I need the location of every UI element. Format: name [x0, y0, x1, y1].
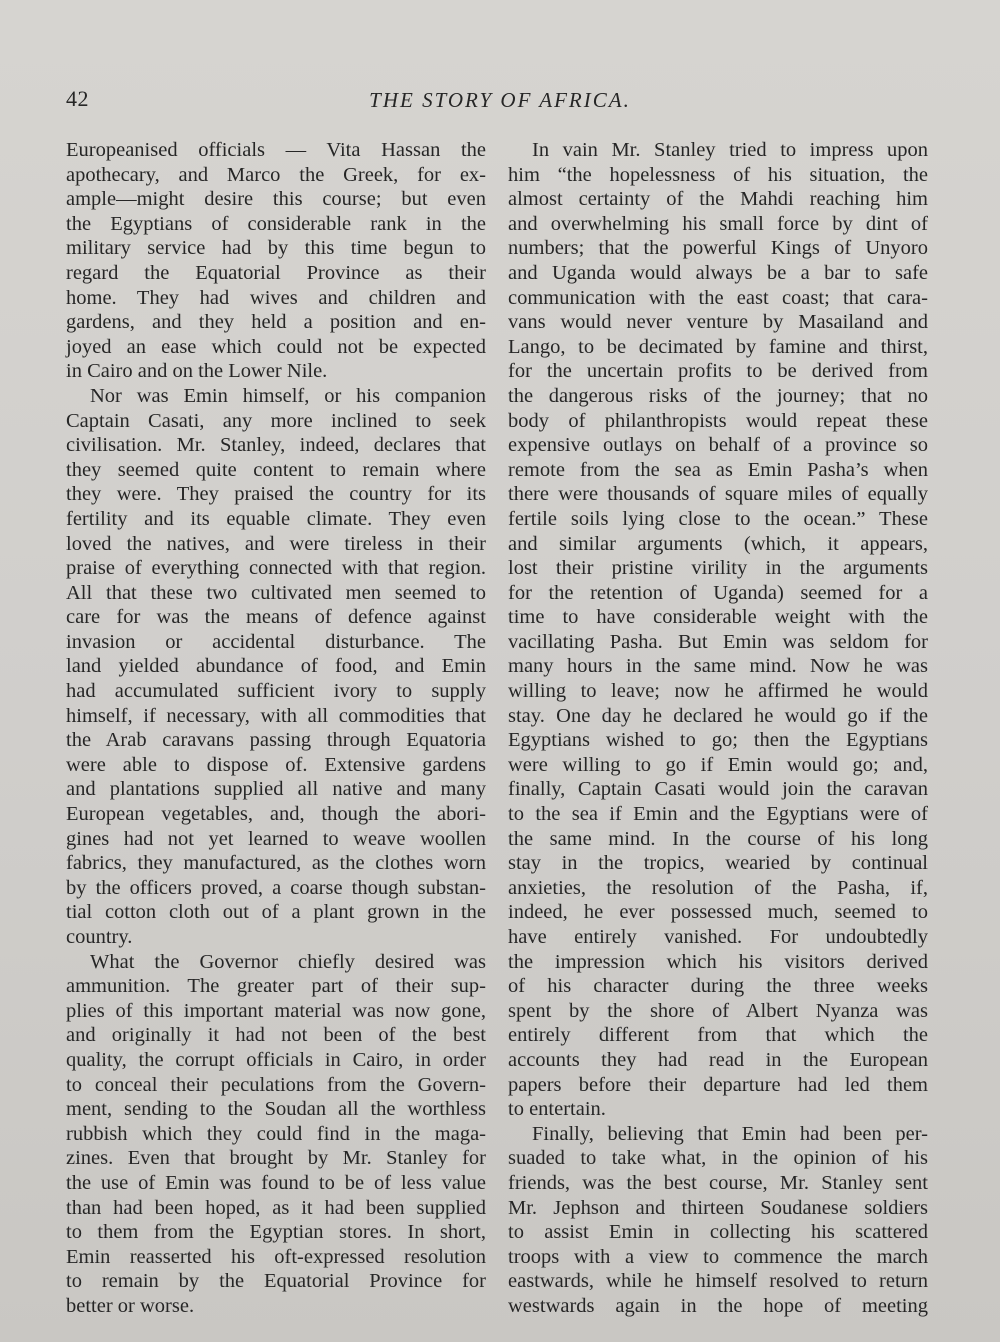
text-line: many hours in the same mind. Now he was: [508, 655, 928, 678]
text-line: eastwards, while he himself resolved to return: [508, 1270, 928, 1293]
text-line: fertile soils lying close to the ocean.” These: [508, 507, 928, 530]
text-line: ammunition. The greater part of their sup-: [66, 975, 486, 998]
text-line: military service had by this time begun to: [66, 237, 486, 260]
text-line: Lango, to be decimated by famine and thirst,: [508, 335, 928, 358]
text-line: to entertain.: [508, 1098, 606, 1121]
text-line: almost certainty of the Mahdi reaching him: [508, 188, 928, 211]
text-line: Emin reasserted his oft-expressed resolution: [66, 1245, 486, 1268]
text-line: quality, the corrupt officials in Cairo, in order: [66, 1048, 486, 1071]
text-line: spent by the shore of Albert Nyanza was: [508, 999, 928, 1022]
text-line: European vegetables, and, though the abori-: [66, 803, 486, 826]
text-line: willing to leave; now he affirmed he would: [508, 680, 928, 703]
text-line: the Egyptians of considerable rank in the: [66, 212, 486, 235]
text-line: the impression which his visitors derived: [508, 950, 928, 973]
text-line: fertility and its equable climate. They even: [66, 507, 486, 530]
text-line: Mr. Jephson and thirteen Soudanese soldiers: [508, 1196, 928, 1219]
text-line: numbers; that the powerful Kings of Unyoro: [508, 237, 928, 260]
text-line: remote from the sea as Emin Pasha’s when: [508, 458, 928, 481]
text-line: vans would never venture by Masailand and: [508, 311, 928, 334]
text-line: In vain Mr. Stanley tried to impress upon: [532, 139, 928, 161]
text-line: to assist Emin in collecting his scattered: [508, 1221, 928, 1244]
text-line: indeed, he ever possessed much, seemed to: [508, 901, 928, 924]
text-line: and Uganda would always be a bar to safe: [508, 261, 928, 284]
text-line: for the uncertain profits to be derived from: [508, 360, 928, 383]
text-line: Finally, believing that Emin had been per-: [532, 1122, 928, 1145]
text-line: stay. One day he declared he would go if the: [508, 704, 928, 727]
text-line: Egyptians wished to go; then the Egyptians: [508, 729, 928, 752]
text-line: papers before their departure had led them: [508, 1073, 928, 1096]
text-line: vacillating Pasha. But Emin was seldom for: [508, 630, 928, 653]
text-line: the same mind. In the course of his long: [508, 827, 928, 850]
text-line: ment, sending to the Soudan all the worthless: [66, 1098, 486, 1121]
text-line: fabrics, they manufactured, as the clothes worn: [66, 852, 486, 875]
text-line: by the officers proved, a coarse though substan-: [66, 876, 486, 899]
text-line: anxieties, the resolution of the Pasha, if,: [508, 876, 928, 899]
text-line: to remain by the Equatorial Province for: [66, 1270, 486, 1293]
text-line: land yielded abundance of food, and Emin: [66, 655, 486, 678]
text-line: body of philanthropists would repeat these: [508, 409, 928, 432]
text-line: and originally it had not been of the best: [66, 1024, 486, 1047]
text-line: to the sea if Emin and the Egyptians were of: [508, 803, 928, 826]
text-line: than had been hoped, as it had been supplied: [66, 1196, 486, 1219]
running-title: THE STORY OF AFRICA.: [369, 88, 631, 112]
text-line: time to have considerable weight with the: [508, 606, 928, 629]
left-text-column: [66, 138, 486, 1319]
text-line: country.: [66, 926, 133, 948]
text-line: What the Governor chiefly desired was: [90, 950, 486, 973]
text-line: gardens, and they held a position and en-: [66, 311, 486, 334]
text-line: regard the Equatorial Province as their: [66, 261, 486, 284]
text-line: to them from the Egyptian stores. In short,: [66, 1221, 486, 1244]
text-line: troops with a view to commence the march: [508, 1245, 928, 1268]
text-line: stay in the tropics, wearied by continual: [508, 852, 928, 875]
text-line: loved the natives, and were tireless in their: [66, 532, 486, 555]
text-line: zines. Even that brought by Mr. Stanley for: [66, 1147, 486, 1170]
text-line: in Cairo and on the Lower Nile.: [66, 360, 328, 383]
text-line: tial cotton cloth out of a plant grown in the: [66, 901, 486, 924]
text-line: for the retention of Uganda) seemed for a: [508, 581, 928, 604]
text-line: himself, if necessary, with all commodities that: [66, 704, 486, 727]
text-line: the Arab caravans passing through Equatoria: [66, 729, 486, 752]
text-line: of his character during the three weeks: [508, 975, 928, 998]
text-line: apothecary, and Marco the Greek, for ex-: [66, 163, 486, 186]
text-line: the use of Emin was found to be of less value: [66, 1171, 486, 1194]
text-line: ample—might desire this course; but even: [66, 188, 486, 211]
text-line: and similar arguments (which, it appears,: [508, 532, 928, 555]
text-line: plies of this important material was now gone,: [66, 999, 486, 1022]
text-line: were able to dispose of. Extensive gardens: [66, 753, 486, 776]
text-line: civilisation. Mr. Stanley, indeed, declares that: [66, 434, 486, 457]
text-line: gines had not yet learned to weave woollen: [66, 827, 486, 850]
text-line: westwards again in the hope of meeting: [508, 1294, 928, 1317]
right-text-column: [508, 138, 928, 1319]
text-line: suaded to take what, in the opinion of his: [508, 1147, 928, 1170]
text-line: they seemed quite content to remain where: [66, 458, 486, 481]
text-line: friends, was the best course, Mr. Stanley sent: [508, 1171, 928, 1194]
text-line: All that these two cultivated men seemed to: [66, 581, 486, 604]
text-line: communication with the east coast; that cara-: [508, 286, 928, 309]
text-line: home. They had wives and children and: [66, 286, 486, 309]
text-line: better or worse.: [66, 1294, 195, 1317]
text-line: accounts they had read in the European: [508, 1048, 928, 1071]
text-line: there were thousands of square miles of equally: [508, 483, 928, 506]
text-line: expensive outlays on behalf of a province so: [508, 434, 928, 457]
text-line: lost their pristine virility in the arguments: [508, 557, 928, 580]
text-line: and overwhelming his small force by dint of: [508, 212, 928, 235]
text-line: the dangerous risks of the journey; that no: [508, 384, 928, 407]
text-line: finally, Captain Casati would join the caravan: [508, 778, 928, 801]
text-line: entirely different from that which the: [508, 1024, 928, 1047]
text-line: Nor was Emin himself, or his companion: [90, 384, 486, 407]
text-line: they were. They praised the country for its: [66, 483, 486, 506]
text-line: to conceal their peculations from the Govern-: [66, 1073, 486, 1096]
text-line: praise of everything connected with that region.: [66, 557, 486, 580]
text-line: Captain Casati, any more inclined to seek: [66, 409, 486, 432]
text-line: Europeanised officials — Vita Hassan the: [66, 139, 486, 161]
text-line: joyed an ease which could not be expected: [66, 335, 486, 358]
text-line: invasion or accidental disturbance. The: [66, 630, 486, 653]
text-line: care for was the means of defence against: [66, 606, 486, 629]
text-line: him “the hopelessness of his situation, the: [508, 163, 928, 186]
text-line: had accumulated sufficient ivory to supply: [66, 680, 486, 703]
text-line: have entirely vanished. For undoubtedly: [508, 926, 928, 948]
page-number: 42: [66, 86, 89, 111]
text-line: and plantations supplied all native and many: [66, 778, 486, 801]
text-line: rubbish which they could find in the maga-: [66, 1122, 486, 1145]
text-line: were willing to go if Emin would go; and,: [508, 753, 928, 776]
